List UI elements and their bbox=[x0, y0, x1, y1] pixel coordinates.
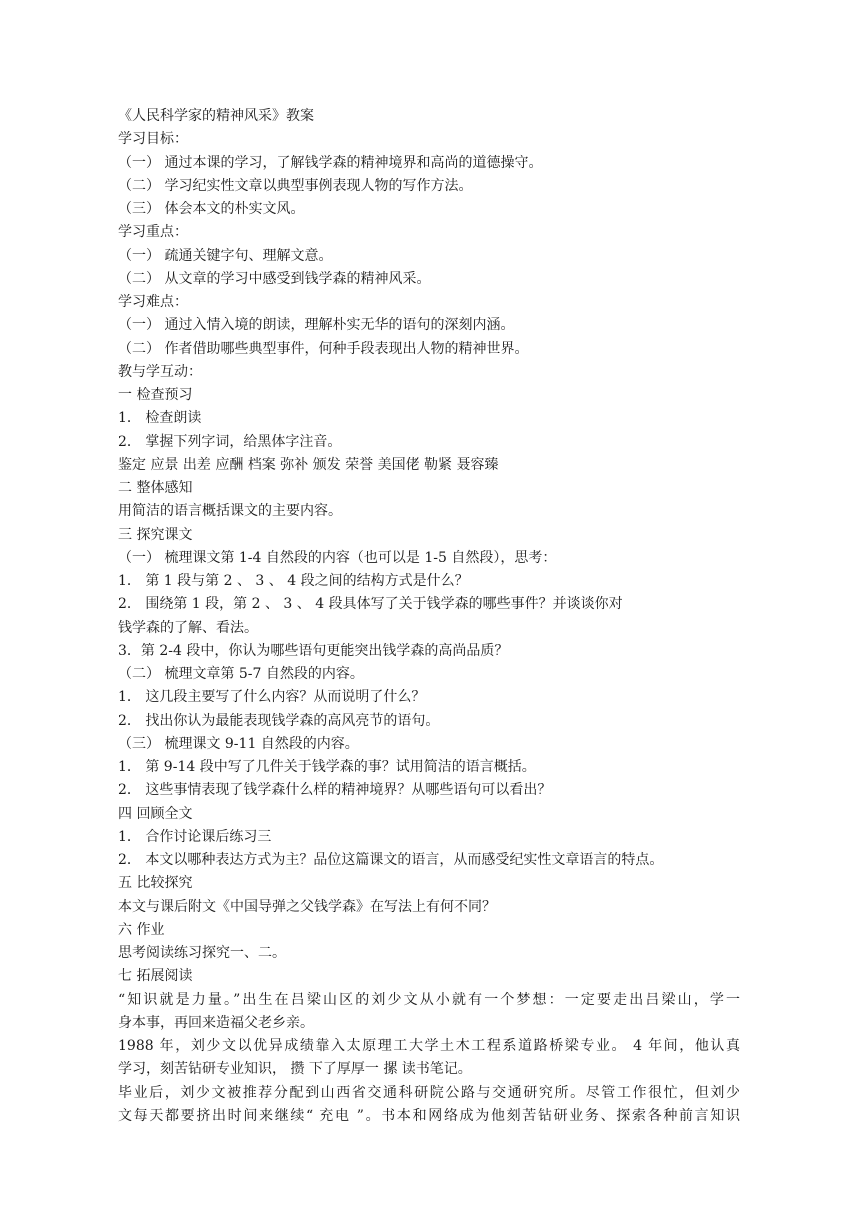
text-line: （一） 疏通关键字句、理解文意。 bbox=[118, 247, 333, 264]
text-line: 身本事，再回来造福父老乡亲。 bbox=[118, 1014, 314, 1031]
section-heading: 四 回顾全文 bbox=[118, 805, 193, 822]
text-line: 本文与课后附文《中国导弹之父钱学森》在写法上有何不同？ bbox=[118, 898, 496, 915]
text-line: 用简洁的语言概括课文的主要内容。 bbox=[118, 503, 342, 520]
text-line: 1． 第 9-14 段中写了几件关于钱学森的事？试用简洁的语言概括。 bbox=[118, 759, 536, 775]
text-line: （二） 从文章的学习中感受到钱学森的精神风采。 bbox=[118, 270, 431, 287]
text-line: 1988 年，刘少文以优异成绩靠入太原理工大学土木工程系道路桥梁专业。 4 年间，他认真 bbox=[118, 1038, 740, 1054]
text-line: 1． 检查朗读 bbox=[118, 410, 202, 427]
text-line: （三） 体会本文的朴实文风。 bbox=[118, 201, 305, 217]
text-line: 2． 掌握下列字词，给黑体字注音。 bbox=[118, 433, 342, 450]
doc-title: 《人民科学家的精神风采》教案 bbox=[118, 108, 314, 124]
text-line: 学习，刻苦钻研专业知识， 攒 下了厚厚一 摞 读书笔记。 bbox=[118, 1061, 472, 1078]
text-line: 1． 第 1 段与第 2 、 3 、 4 段之间的结构方式是什么？ bbox=[118, 573, 469, 589]
text-line: 1． 这几段主要写了什么内容？从而说明了什么？ bbox=[118, 689, 426, 706]
text-line: 1． 合作讨论课后练习三 bbox=[118, 828, 272, 845]
section-heading: 七 拓展阅读 bbox=[118, 968, 193, 985]
text-line: （二） 作者借助哪些典型事件，何种手段表现出人物的精神世界。 bbox=[118, 340, 529, 357]
section-heading: 学习难点： bbox=[118, 294, 188, 310]
text-line: （一） 通过本课的学习，了解钱学森的精神境界和高尚的道德操守。 bbox=[118, 154, 543, 171]
section-heading: 学习重点： bbox=[118, 224, 188, 241]
section-heading: 一 检查预习 bbox=[118, 387, 193, 403]
text-line: 2． 围绕第 1 段，第 2 、 3 、 4 段具体写了关于钱学森的哪些事件？并谈谈你对 bbox=[118, 596, 623, 613]
text-line: 鉴定 应景 出差 应酬 档案 弥补 颁发 荣誉 美国佬 勒紧 聂容臻 bbox=[118, 456, 499, 473]
text-line: “知识就是力量。”出生在吕梁山区的刘少文从小就有一个梦想：一定要走出吕梁山，学一 bbox=[118, 991, 740, 1008]
section-heading: 学习目标： bbox=[118, 131, 188, 148]
section-heading: 二 整体感知 bbox=[118, 480, 193, 496]
text-line: 文每天都要挤出时间来继续“ 充电 ”。书本和网络成为他刻苦钻研业务、探索各种前言知识 bbox=[118, 1107, 740, 1124]
text-line: 毕业后，刘少文被推荐分配到山西省交通科研院公路与交通研究所。尽管工作很忙，但刘少 bbox=[118, 1084, 740, 1101]
text-line: （一） 通过入情入境的朗读，理解朴实无华的语句的深刻内涵。 bbox=[118, 317, 515, 334]
text-line: 2． 这些事情表现了钱学森什么样的精神境界？从哪些语句可以看出？ bbox=[118, 782, 552, 799]
section-heading: 教与学互动： bbox=[118, 363, 202, 380]
text-line: 思考阅读练习探究一、二。 bbox=[118, 945, 286, 961]
text-line: 钱学森的了解、看法。 bbox=[118, 619, 258, 636]
text-line: （二） 学习纪实性文章以典型事例表现人物的写作方法。 bbox=[118, 177, 473, 194]
text-line: （二） 梳理文章第 5-7 自然段的内容。 bbox=[118, 666, 364, 682]
text-line: 2． 本文以哪种表达方式为主？品位这篇课文的语言，从而感受纪实性文章语言的特点。 bbox=[118, 852, 664, 868]
section-heading: 三 探究课文 bbox=[118, 526, 193, 543]
text-line: （三） 梳理课文 9-11 自然段的内容。 bbox=[118, 735, 359, 752]
text-line: 2． 找出你认为最能表现钱学森的高风亮节的语句。 bbox=[118, 712, 440, 729]
text-line: 3．第 2-4 段中，你认为哪些语句更能突出钱学森的高尚品质？ bbox=[118, 642, 509, 659]
section-heading: 六 作业 bbox=[118, 921, 165, 938]
section-heading: 五 比较探究 bbox=[118, 875, 193, 892]
document-body bbox=[118, 105, 740, 1128]
text-line: （一） 梳理课文第 1-4 自然段的内容（也可以是 1-5 自然段），思考： bbox=[118, 549, 557, 566]
